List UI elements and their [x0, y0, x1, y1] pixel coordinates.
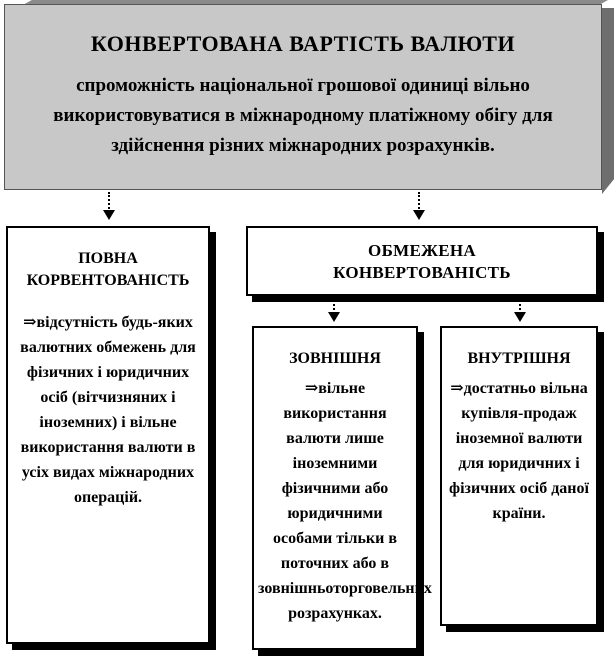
- definition-title: КОНВЕРТОВАНА ВАРТІСТЬ ВАЛЮТИ: [90, 31, 516, 56]
- external-convertibility-box: [252, 326, 432, 650]
- header-side-face: [602, 8, 614, 194]
- internal-text: ⇒достатньо вільна купівля-продаж іноземної валюти для юридичних і фізичних осіб даної країни.: [449, 380, 589, 522]
- external-text: ⇒вільне використання валюти лише іноземними фізичними або юридичними особами тільки в поточних або в зовнішньоторговельних розрахунках.: [258, 380, 432, 622]
- connector-header-limited: [418, 192, 420, 212]
- arrow-down-icon: [103, 210, 115, 220]
- connector-header-full: [108, 192, 110, 212]
- arrow-down-icon: [413, 210, 425, 220]
- implies-arrow-icon: ⇒: [450, 380, 464, 397]
- implies-arrow-icon: ⇒: [304, 380, 319, 397]
- full-convertibility-title: ПОВНА КОРВЕНТОВАНІСТЬ: [26, 250, 190, 289]
- implies-arrow-icon: ⇒: [23, 314, 37, 331]
- full-convertibility-box: [6, 226, 210, 644]
- limited-convertibility-title: ОБМЕЖЕНА КОНВЕРТОВАНІСТЬ: [333, 241, 511, 282]
- full-convertibility-text: ⇒відсутність будь-яких валютних обмежень для фізичних і юридичних осіб (вітчизняних і іноземних) і вільне використання валюти в усіх видах міжнародних операцій.: [20, 314, 196, 506]
- internal-title: ВНУТРІШНЯ: [467, 350, 571, 367]
- limited-convertibility-box: [246, 226, 598, 296]
- definition-text: спроможність національної грошової одиниці вільно використовуватися в міжнародному платіжному обігу для здійснення різних міжнародних розрахунків.: [53, 75, 553, 156]
- arrow-down-icon: [328, 312, 340, 322]
- internal-convertibility-box: [440, 326, 598, 626]
- definition-header-box: [4, 4, 602, 190]
- external-title: ЗОВНІШНЯ: [289, 350, 381, 367]
- arrow-down-icon: [514, 312, 526, 322]
